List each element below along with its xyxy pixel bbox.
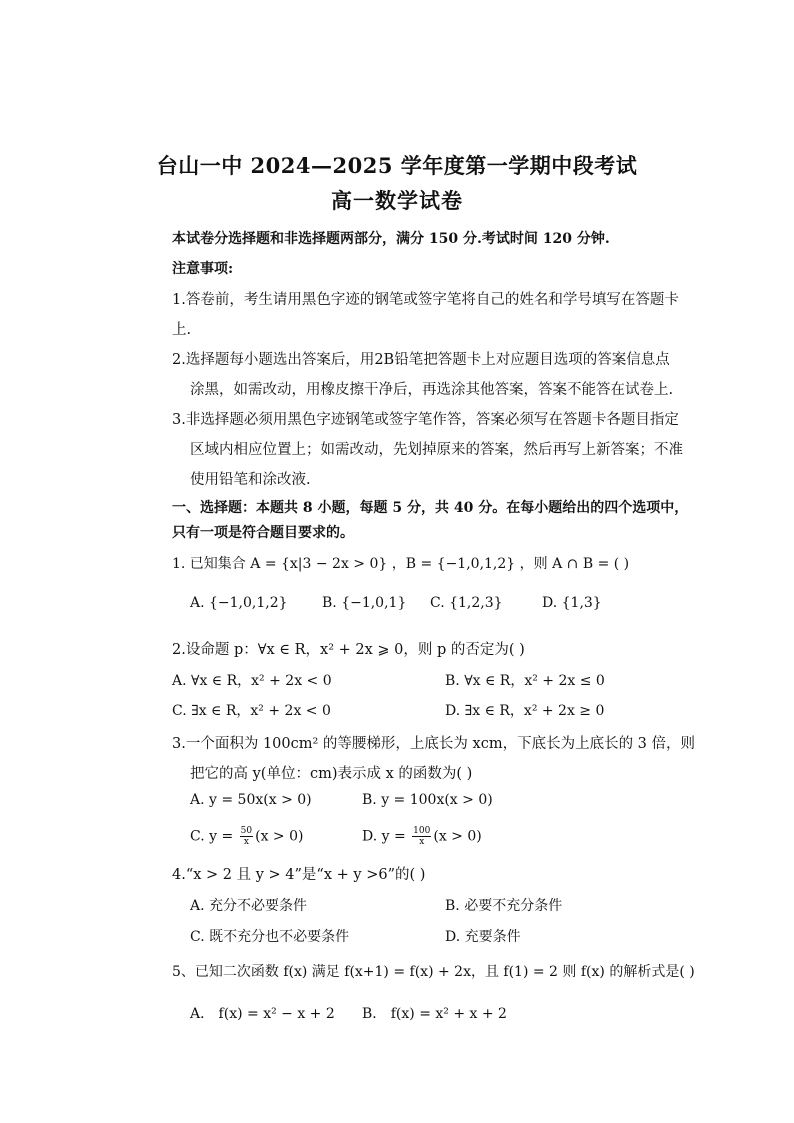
question-4-option-b: B. 必要不充分条件	[445, 898, 563, 914]
question-1-option-a: A. {−1,0,1,2}	[190, 595, 288, 611]
note-2-line1: 2.选择题每小题选出答案后，用2B铅笔把答题卡上对应题目选项的答案信息点	[172, 352, 670, 368]
exam-title: 台山一中 2024—2025 学年度第一学期中段考试	[156, 153, 638, 178]
note-1-line1: 1.答卷前，考生请用黑色字迹的钢笔或签字笔将自己的姓名和学号填写在答题卡	[172, 292, 679, 308]
question-2-option-a: A. ∀x ∈ R，x² + 2x < 0	[172, 673, 332, 689]
section-heading-line1: 一、选择题：本题共 8 小题，每题 5 分，共 40 分。在每小题给出的四个选项中，	[172, 500, 689, 516]
question-3-option-a: A. y = 50x(x > 0)	[190, 792, 312, 808]
notice-heading: 注意事项:	[172, 261, 234, 277]
question-1-option-b: B. {−1,0,1}	[322, 595, 407, 611]
section-heading-line2: 只有一项是符合题目要求的。	[172, 525, 354, 541]
note-3-line2: 区域内相应位置上；如需改动，先划掉原来的答案，然后再写上新答案；不准	[190, 442, 683, 458]
question-5-option-b: B． f(x) = x² + x + 2	[362, 1006, 507, 1022]
note-1-line2: 上.	[172, 322, 192, 338]
question-2-option-c: C. ∃x ∈ R，x² + 2x < 0	[172, 703, 331, 719]
question-3-option-c-label: C. y =	[190, 828, 238, 845]
question-3-option-b: B. y = 100x(x > 0)	[362, 792, 493, 808]
question-1-stem: 1. 已知集合 A = {x|3 − 2x > 0} ，B = {−1,0,1,2} ，则 A ∩ B = ( )	[172, 556, 630, 572]
question-2-stem: 2.设命题 p：∀x ∈ R，x² + 2x ⩾ 0，则 p 的否定为( )	[172, 642, 525, 658]
question-2-option-d: D. ∃x ∈ R，x² + 2x ≥ 0	[445, 703, 605, 719]
question-4-option-a: A. 充分不必要条件	[190, 898, 308, 914]
exam-summary: 本试卷分选择题和非选择题两部分，满分 150 分.考试时间 120 分钟.	[172, 231, 610, 247]
question-5-option-a: A． f(x) = x² − x + 2	[190, 1006, 335, 1022]
fraction-100-over-x: $\frac{100}{x}$	[413, 826, 431, 847]
question-4-option-d: D. 充要条件	[445, 929, 521, 945]
fraction-50-over-x: $\frac{50}{x}$	[240, 826, 253, 847]
question-3-option-d-label: D. y =	[362, 828, 411, 845]
question-1-option-d: D. {1,3}	[542, 595, 602, 611]
note-3-line3: 使用铅笔和涂改液.	[190, 472, 311, 488]
exam-subtitle: 高一数学试卷	[331, 188, 463, 213]
question-3-stem-line2: 把它的高 y(单位：cm)表示成 x 的函数为( )	[190, 766, 473, 782]
question-4-option-c: C. 既不充分也不必要条件	[190, 929, 350, 945]
question-4-stem: 4.“x > 2 且 y > 4”是“x + y >6”的( )	[172, 867, 426, 883]
question-5-stem: 5、已知二次函数 f(x) 满足 f(x+1) = f(x) + 2x，且 f(1) = 2 则 f(x) 的解析式是( )	[172, 964, 695, 980]
question-2-option-b: B. ∀x ∈ R，x² + 2x ≤ 0	[445, 673, 605, 689]
note-3-line1: 3.非选择题必须用黑色字迹钢笔或签字笔作答，答案必须写在答题卡各题目指定	[172, 412, 679, 428]
question-3-option-c: C. y = $\frac{50}{x}$ (x > 0)	[190, 826, 304, 847]
note-2-line2: 涂黑，如需改动，用橡皮擦干净后，再选涂其他答案，答案不能答在试卷上.	[190, 382, 674, 398]
question-3-option-d: D. y = $\frac{100}{x}$ (x > 0)	[362, 826, 482, 847]
question-1-option-c: C. {1,2,3}	[430, 595, 503, 611]
question-3-stem-line1: 3.一个面积为 100cm² 的等腰梯形，上底长为 xcm，下底长为上底长的 3 倍，则	[172, 736, 696, 752]
